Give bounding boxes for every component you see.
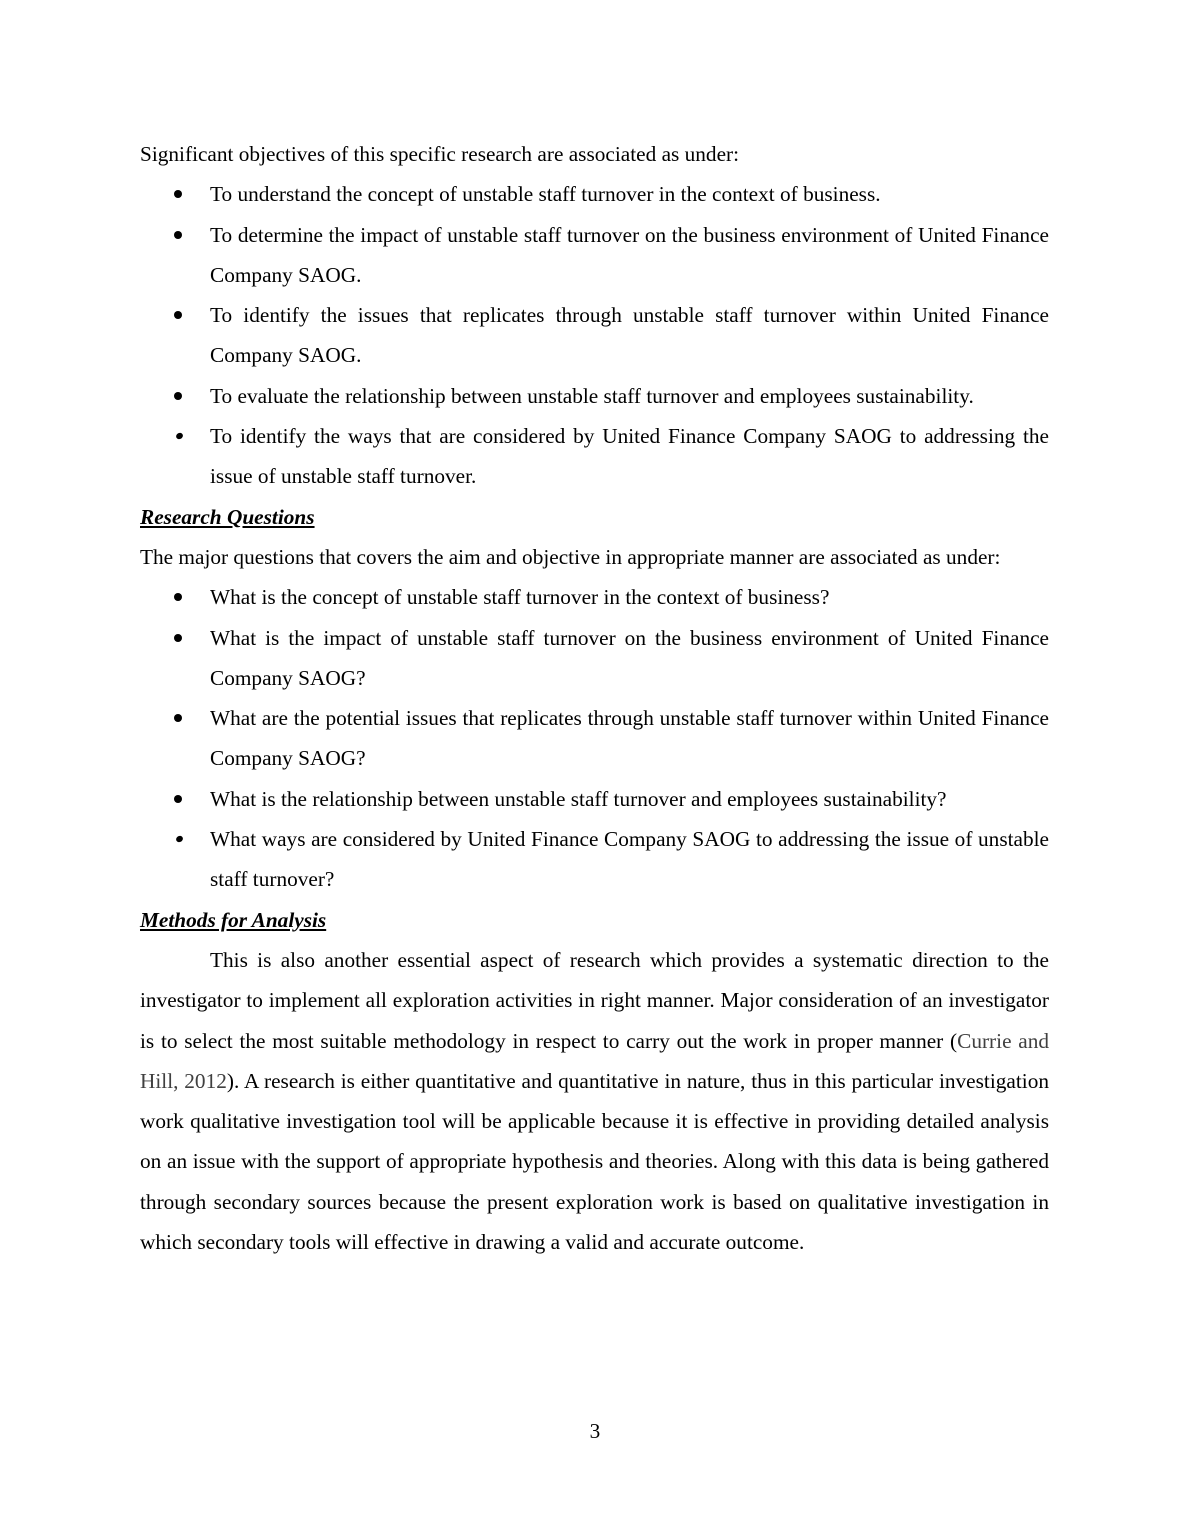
objectives-list [140,174,1049,496]
list-item-text: What ways are considered by United Finance Company SAOG to addressing the issue of unstable staff turnover? [210,827,1049,892]
citation: Currie and Hill, 2012 [140,1028,1050,1093]
methods-text-part1: This is also another essential aspect of research which provides a systematic direction to the investigator to implement all exploration activities in right manner. Major consideration of an investigator is to select the most suitable methodology in respect to carry out the work in proper manner ( [140,947,1049,1053]
list-item [140,376,1049,416]
document-page [140,134,1049,1262]
list-item [140,416,1049,497]
objectives-intro: Significant objectives of this specific research are associated as under: [140,142,740,166]
bullet-icon [174,593,182,601]
list-item-text: To determine the impact of unstable staff turnover on the business environment of United Finance Company SAOG. [210,222,1049,287]
bullet-icon [175,432,184,441]
list-item [140,577,1049,617]
list-item [140,295,1049,376]
methods-text-part2: ). A research is either quantitative and quantitative in nature, thus in this particular investigation work qualitative investigation tool will be applicable because it is effective in providing detailed analysis on an issue with the support of appropriate hypothesis and theories. Along with this data is being gathered through secondary sources because the present exploration work is based on qualitative investigation in which secondary tools will effective in drawing a valid and accurate outcome. [140,1068,1049,1255]
bullet-icon [174,311,182,319]
bullet-icon [174,634,182,642]
list-item-text: What is the relationship between unstable staff turnover and employees sustainability? [210,786,947,811]
list-item-text: To identify the ways that are considered by United Finance Company SAOG to addressing the issue of unstable staff turnover. [210,424,1049,489]
list-item [140,698,1049,779]
bullet-icon [175,835,184,844]
list-item-text: What are the potential issues that replicates through unstable staff turnover within United Finance Company SAOG? [210,706,1049,771]
list-item [140,174,1049,214]
page-number: 3 [589,1419,601,1443]
list-item-text: What is the concept of unstable staff turnover in the context of business? [210,585,830,610]
list-item-text: What is the impact of unstable staff turnover on the business environment of United Finance Company SAOG? [210,625,1049,690]
list-item-text: To understand the concept of unstable staff turnover in the context of business. [210,182,881,207]
methods-paragraph [140,940,1049,1262]
list-item-text: To identify the issues that replicates through unstable staff turnover within United Finance Company SAOG. [210,303,1049,368]
list-item [140,779,1049,819]
list-item-text: To evaluate the relationship between unstable staff turnover and employees sustainability. [210,383,974,408]
list-item [140,215,1049,296]
bullet-icon [174,392,182,400]
bullet-icon [174,714,182,722]
list-item [140,618,1049,699]
bullet-icon [174,190,182,198]
methods-heading: Methods for Analysis [140,907,327,932]
bullet-icon [174,795,182,803]
bullet-icon [174,231,182,239]
research-questions-heading: Research Questions [140,504,315,529]
research-questions-intro: The major questions that covers the aim and objective in appropriate manner are associated as under: [140,544,1001,569]
list-item [140,819,1049,900]
research-questions-list [140,577,1049,899]
